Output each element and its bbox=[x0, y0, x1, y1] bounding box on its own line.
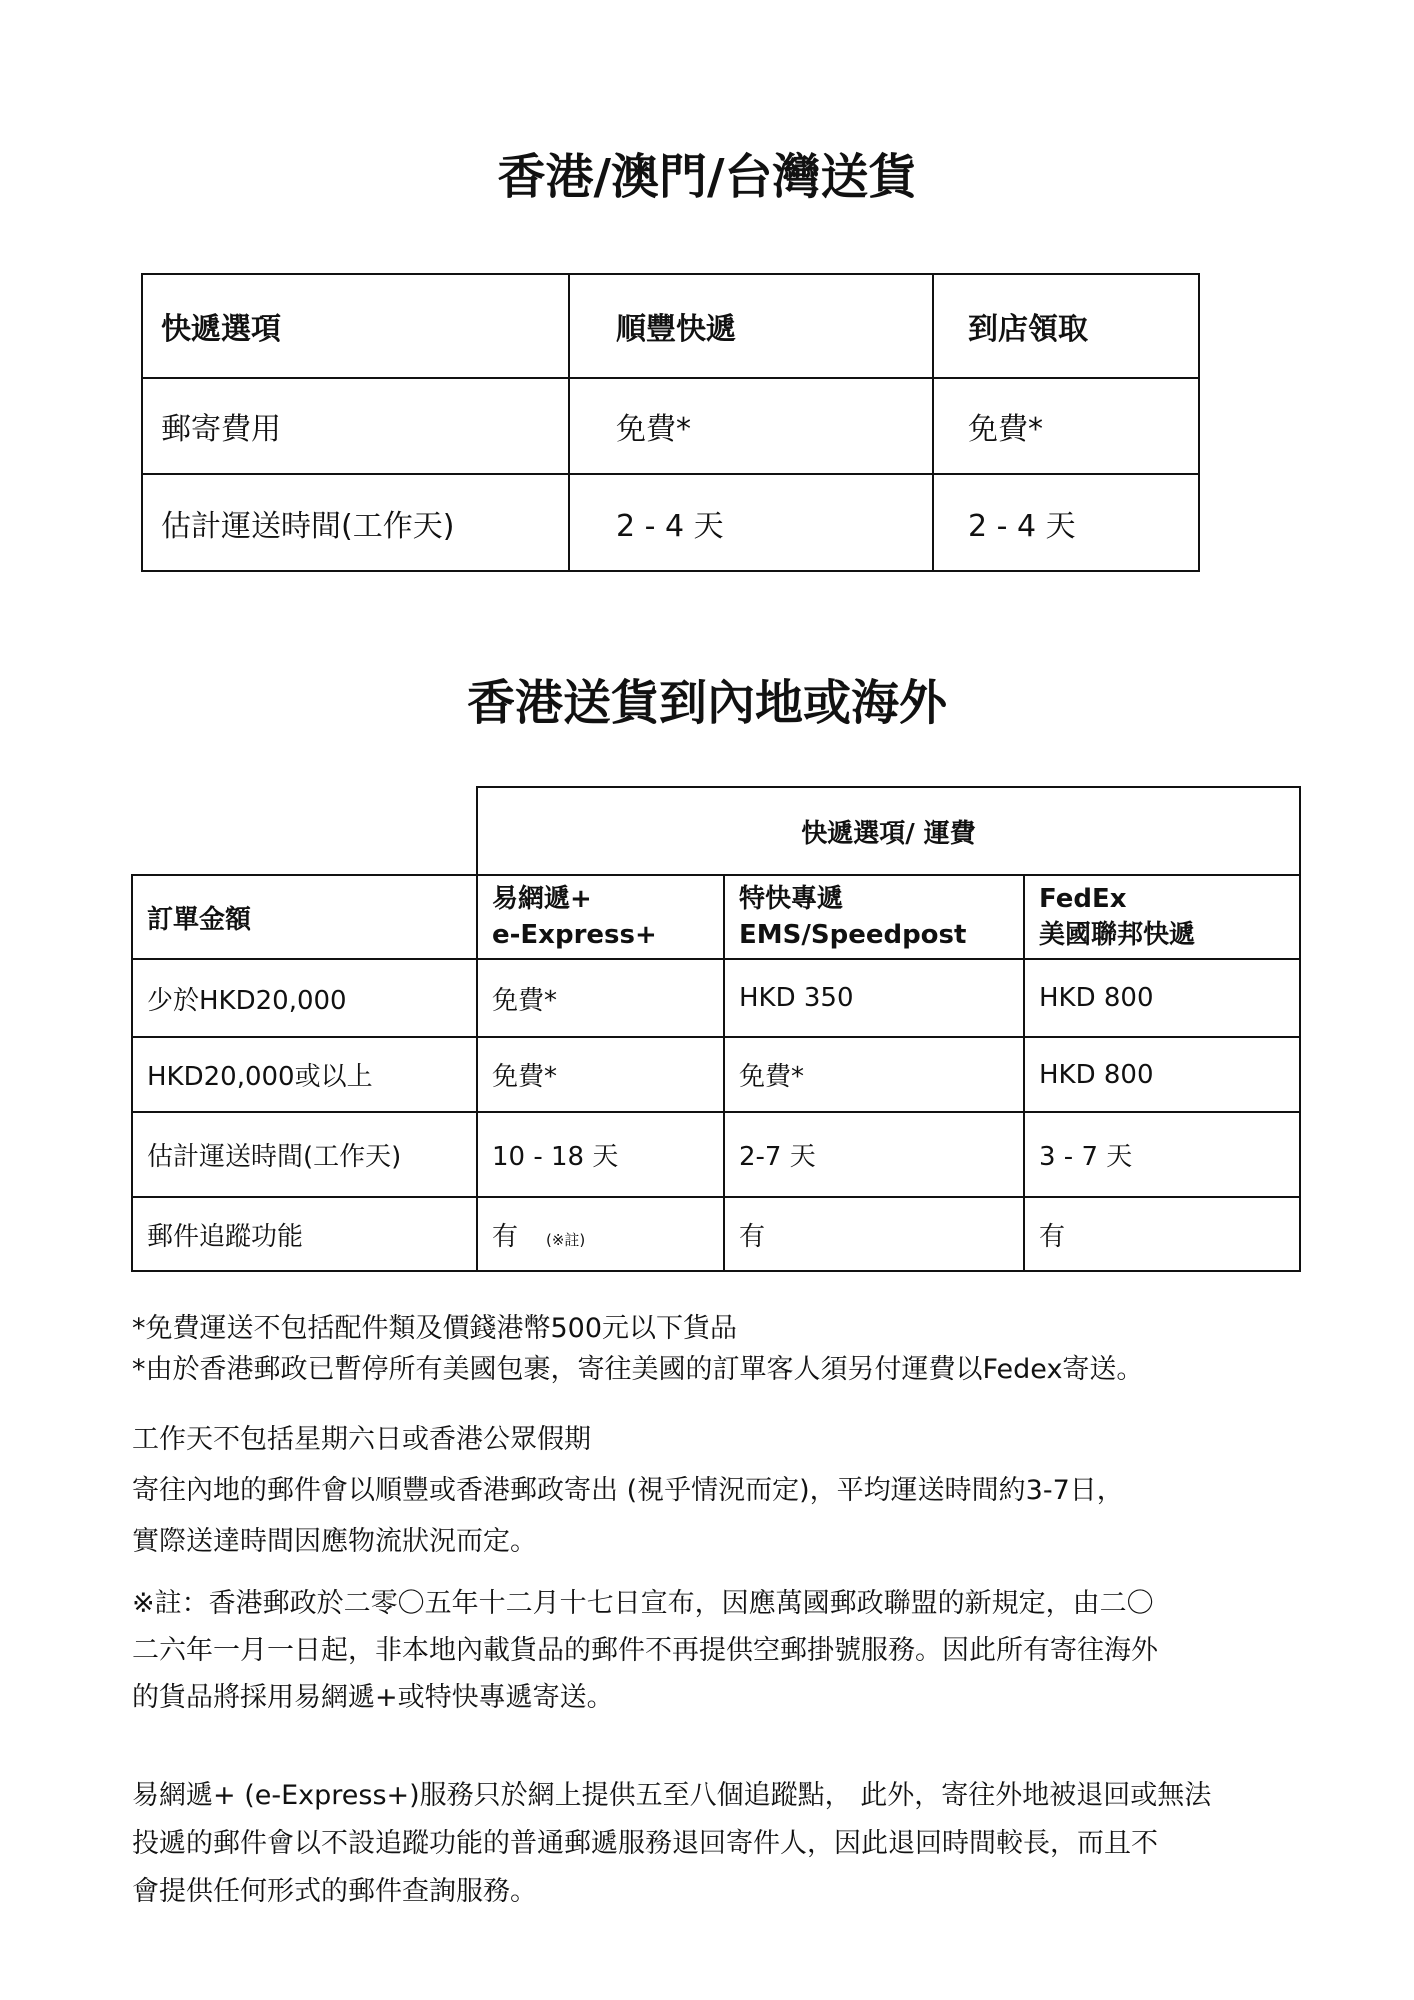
header-cell: 到店領取 bbox=[933, 274, 1199, 378]
header-cell: 易網遞+ bbox=[492, 884, 592, 914]
working-days-notes bbox=[132, 1414, 1332, 1567]
cell: HKD 800 bbox=[1024, 959, 1300, 1037]
footnote: *免費運送不包括配件類及價錢港幣500元以下貨品 bbox=[132, 1313, 738, 1344]
section1-title: 香港/澳門/台灣送貨 bbox=[497, 149, 917, 205]
header-cell-sub: 美國聯邦快遞 bbox=[1039, 920, 1196, 950]
header-cell: 順豐快遞 bbox=[569, 274, 933, 378]
note-line: 投遞的郵件會以不設追蹤功能的普通郵遞服務退回寄件人，因此退回時間較長，而且不 bbox=[132, 1828, 1158, 1859]
footnote: *由於香港郵政已暫停所有美國包裹，寄往美國的訂單客人須另付運費以Fedex寄送。 bbox=[132, 1354, 1144, 1385]
note-line: 會提供任何形式的郵件查詢服務。 bbox=[132, 1876, 537, 1907]
cell: 2 - 4 天 bbox=[933, 474, 1199, 571]
cell: 免費* bbox=[933, 378, 1199, 474]
cell: 2 - 4 天 bbox=[569, 474, 933, 571]
header-cell: 快遞選項 bbox=[142, 274, 569, 378]
eexpress-notes bbox=[132, 1772, 1332, 1916]
section2-title: 香港送貨到內地或海外 bbox=[466, 675, 947, 731]
cell: 有 bbox=[724, 1197, 1024, 1271]
header-cell-sub: e-Express+ bbox=[492, 920, 657, 950]
cell: 免費* bbox=[724, 1037, 1024, 1112]
table-row bbox=[132, 1112, 1300, 1197]
table-row bbox=[132, 1037, 1300, 1112]
header-cell: FedEx bbox=[1039, 884, 1127, 914]
row-label: 估計運送時間(工作天) bbox=[132, 1112, 477, 1197]
cell bbox=[477, 1197, 724, 1271]
table-header-row bbox=[142, 274, 1199, 378]
note-line: 易網遞+ (e-Express+)服務只於網上提供五至八個追蹤點， 此外，寄往外地被退回或無法 bbox=[132, 1780, 1212, 1811]
header-cell: 訂單金額 bbox=[132, 875, 477, 959]
note-line: 二六年一月一日起，非本地內載貨品的郵件不再提供空郵掛號服務。因此所有寄往海外 bbox=[132, 1635, 1158, 1666]
cell-value: 有 bbox=[492, 1221, 519, 1252]
cell: 3 - 7 天 bbox=[1024, 1112, 1300, 1197]
table-row bbox=[142, 378, 1199, 474]
local-shipping-table bbox=[141, 273, 1200, 572]
row-label: 估計運送時間(工作天) bbox=[142, 474, 569, 571]
note-line: 寄往內地的郵件會以順豐或香港郵政寄出 (視乎情況而定)，平均運送時間約3-7日， bbox=[132, 1475, 1124, 1506]
table-row bbox=[132, 959, 1300, 1037]
note-line: 實際送達時間因應物流狀況而定。 bbox=[132, 1526, 537, 1557]
remark-notes bbox=[132, 1580, 1332, 1721]
note-line: ※註：香港郵政於二零〇五年十二月十七日宣布，因應萬國郵政聯盟的新規定，由二〇 bbox=[132, 1588, 1154, 1619]
cell: 免費* bbox=[477, 1037, 724, 1112]
cell: 免費* bbox=[569, 378, 933, 474]
row-label: 郵寄費用 bbox=[142, 378, 569, 474]
row-label: HKD20,000或以上 bbox=[132, 1037, 477, 1112]
note-line: 的貨品將採用易網遞+或特快專遞寄送。 bbox=[132, 1682, 614, 1713]
table-row bbox=[142, 474, 1199, 571]
note-line: 工作天不包括星期六日或香港公眾假期 bbox=[132, 1424, 591, 1455]
empty-cell bbox=[132, 787, 477, 875]
group-header: 快遞選項/ 運費 bbox=[477, 787, 1300, 875]
cell: 2-7 天 bbox=[724, 1112, 1024, 1197]
footnotes bbox=[132, 1308, 1332, 1390]
cell: 10 - 18 天 bbox=[477, 1112, 724, 1197]
cell: 有 bbox=[1024, 1197, 1300, 1271]
cell: HKD 800 bbox=[1024, 1037, 1300, 1112]
international-shipping-table bbox=[131, 786, 1301, 1272]
row-label: 少於HKD20,000 bbox=[132, 959, 477, 1037]
cell: 免費* bbox=[477, 959, 724, 1037]
header-cell: 特快專遞 bbox=[739, 884, 844, 914]
tracking-note: (※註) bbox=[546, 1230, 586, 1249]
table-row bbox=[132, 1197, 1300, 1271]
header-cell-sub: EMS/Speedpost bbox=[739, 920, 967, 950]
table-header-row bbox=[132, 875, 1300, 959]
row-label: 郵件追蹤功能 bbox=[132, 1197, 477, 1271]
cell: HKD 350 bbox=[724, 959, 1024, 1037]
